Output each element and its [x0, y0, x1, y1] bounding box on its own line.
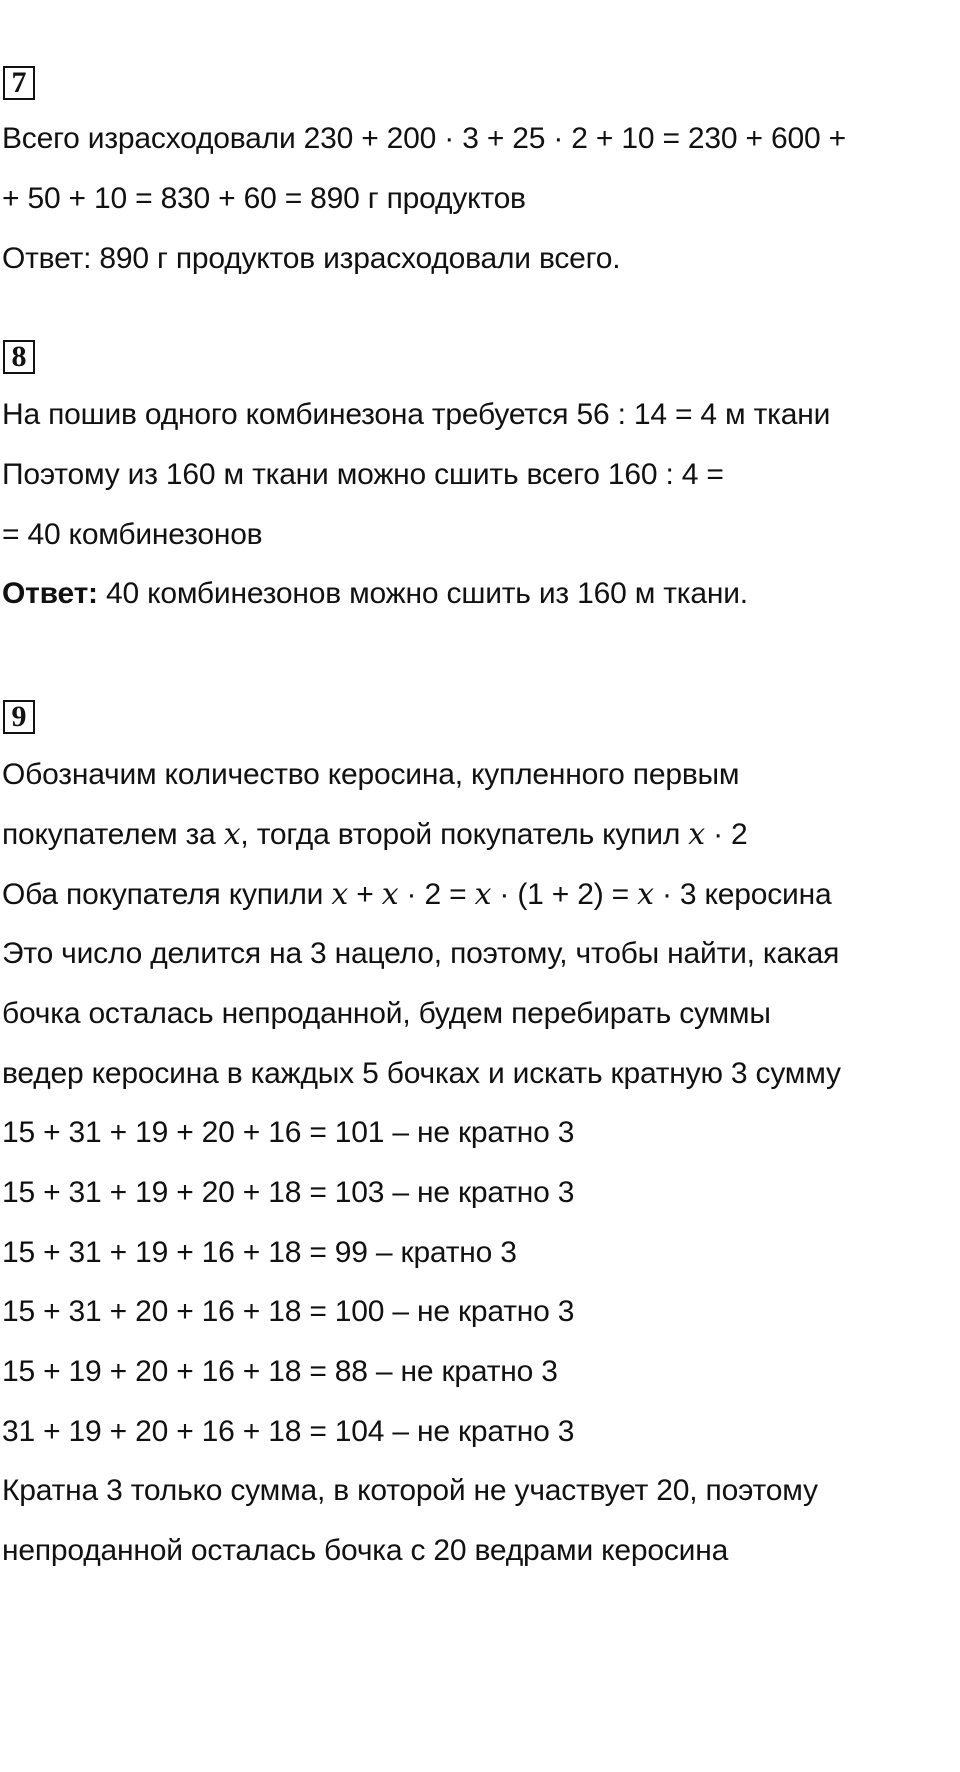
answer-label: Ответ:	[2, 577, 98, 610]
variable-x: 𝑥	[474, 878, 492, 911]
variable-x: 𝑥	[637, 878, 654, 911]
task-9-line-5: бочка осталась непроданной, будем перебирать суммы	[2, 997, 771, 1030]
text-segment: , тогда второй покупатель купил	[240, 818, 689, 851]
task-7-number: 7	[3, 66, 35, 100]
task-9-number: 9	[3, 700, 35, 734]
text-segment: Оба покупателя купили	[2, 878, 332, 911]
text-segment: · 2 =	[398, 878, 475, 911]
sum-line: 15 + 31 + 19 + 20 + 16 = 101 – не кратно 3	[2, 1116, 575, 1149]
task-7-line-1: Всего израсходовали 230 + 200 · 3 + 25 · 2 + 10 = 230 + 600 +	[2, 122, 846, 155]
task-9-line-2	[2, 817, 748, 853]
task-9-line-3	[2, 877, 831, 913]
task-8-line-3: = 40 комбинезонов	[2, 518, 263, 551]
variable-x: 𝑥	[331, 878, 349, 911]
sum-line: 15 + 31 + 19 + 20 + 18 = 103 – не кратно 3	[2, 1176, 575, 1209]
text-segment: +	[348, 878, 382, 911]
sum-line: 15 + 31 + 19 + 16 + 18 = 99 – кратно 3	[2, 1236, 517, 1269]
answer-text: 40 комбинезонов можно сшить из 160 м ткани.	[97, 577, 748, 610]
task-9-line-6: ведер керосина в каждых 5 бочках и искать кратную 3 сумму	[2, 1057, 841, 1090]
task-9-conclusion-2: непроданной осталась бочка с 20 ведрами керосина	[2, 1534, 729, 1567]
task-9-line-1: Обозначим количество керосина, купленного первым	[2, 758, 740, 791]
sum-line: 15 + 31 + 20 + 16 + 18 = 100 – не кратно 3	[2, 1295, 575, 1328]
task-8-answer	[2, 576, 748, 612]
task-8-line-1: На пошив одного комбинезона требуется 56 : 14 = 4 м ткани	[2, 398, 831, 431]
task-8-number: 8	[3, 340, 35, 374]
text-segment: · 3 керосина	[653, 878, 832, 911]
sum-line: 31 + 19 + 20 + 16 + 18 = 104 – не кратно 3	[2, 1415, 575, 1448]
text-segment: · (1 + 2) =	[491, 878, 638, 911]
variable-x: 𝑥	[688, 818, 705, 851]
task-7-answer: Ответ: 890 г продуктов израсходовали всего.	[2, 242, 621, 275]
variable-x: 𝑥	[223, 818, 241, 851]
task-9-conclusion-1: Кратна 3 только сумма, в которой не участвует 20, поэтому	[2, 1474, 818, 1507]
sum-line: 15 + 19 + 20 + 16 + 18 = 88 – не кратно 3	[2, 1355, 558, 1388]
text-segment: · 2	[705, 818, 748, 851]
variable-x: 𝑥	[381, 878, 399, 911]
task-8-line-2: Поэтому из 160 м ткани можно сшить всего 160 : 4 =	[2, 458, 724, 491]
task-9-line-4: Это число делится на 3 нацело, поэтому, чтобы найти, какая	[2, 937, 840, 970]
task-7-line-2: + 50 + 10 = 830 + 60 = 890 г продуктов	[2, 182, 526, 215]
text-segment: покупателем за	[2, 818, 224, 851]
